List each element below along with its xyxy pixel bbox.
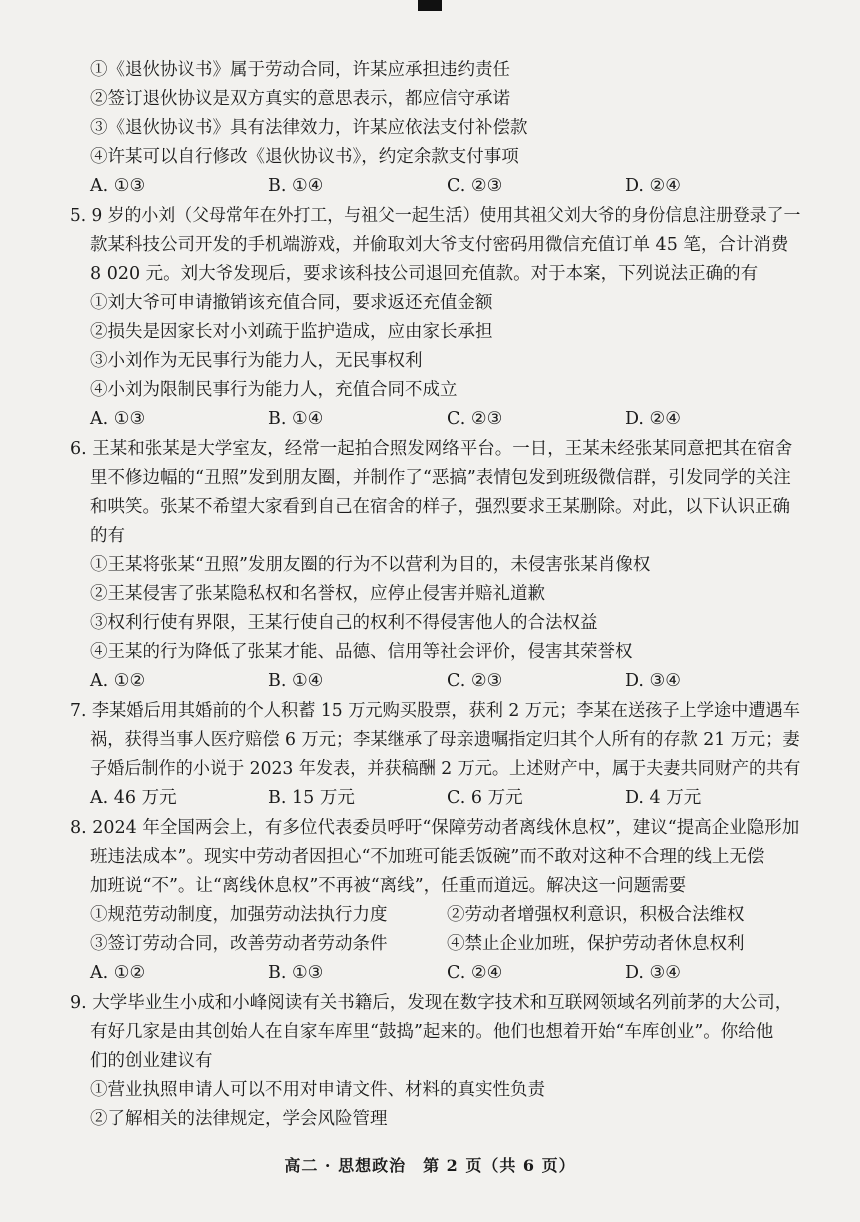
q8-option-a: A. ①② <box>90 963 146 983</box>
q7-stem-line-1: 7. 李某婚后用其婚前的个人积蓄 15 万元购买股票，获利 2 万元；李某在送孩子上学途中遭遇车 <box>70 701 800 721</box>
q9-item-2: ②了解相关的法律规定，学会风险管理 <box>90 1109 388 1129</box>
q6-item-3: ③权利行使有界限，王某行使自己的权利不得侵害他人的合法权益 <box>90 613 598 633</box>
q5-option-b: B. ①④ <box>268 409 324 429</box>
q6-item-2: ②王某侵害了张某隐私权和名誉权，应停止侵害并赔礼道歉 <box>90 584 545 604</box>
q8-item-4: ④禁止企业加班，保护劳动者休息权利 <box>447 934 745 954</box>
q8-item-3: ③签订劳动合同，改善劳动者劳动条件 <box>90 934 388 954</box>
q5-option-d: D. ②④ <box>625 409 681 429</box>
q9-stem-line-3: 们的创业建议有 <box>90 1051 213 1071</box>
q6-stem-line-1: 6. 王某和张某是大学室友，经常一起拍合照发网络平台。一日，王某未经张某同意把其在宿舍 <box>70 439 793 459</box>
q4-item-1: ①《退伙协议书》属于劳动合同，许某应承担违约责任 <box>90 60 510 80</box>
q7-option-b: B. 15 万元 <box>268 788 355 808</box>
q4-item-2: ②签订退伙协议是双方真实的意思表示，都应信守承诺 <box>90 89 510 109</box>
q5-item-4: ④小刘为限制民事行为能力人，充值合同不成立 <box>90 380 458 400</box>
q7-option-a: A. 46 万元 <box>90 788 177 808</box>
q6-option-b: B. ①④ <box>268 671 324 691</box>
q8-stem-line-1: 8. 2024 年全国两会上，有多位代表委员呼吁“保障劳动者离线休息权”，建议“提高企业隐形加 <box>70 818 800 838</box>
q8-option-b: B. ①③ <box>268 963 324 983</box>
q6-stem-line-4: 的有 <box>90 526 125 546</box>
q8-stem-line-3: 加班说“不”。让“离线休息权”不再被“离线”，任重而道远。解决这一问题需要 <box>90 876 687 896</box>
q6-option-d: D. ③④ <box>625 671 681 691</box>
q7-stem-line-3: 子婚后制作的小说于 2023 年发表，并获稿酬 2 万元。上述财产中，属于夫妻共同财产的共有 <box>90 759 801 779</box>
q5-item-2: ②损失是因家长对小刘疏于监护造成，应由家长承担 <box>90 322 493 342</box>
q4-option-d: D. ②④ <box>625 176 681 196</box>
q5-option-a: A. ①③ <box>90 409 146 429</box>
q9-item-1: ①营业执照申请人可以不用对申请文件、材料的真实性负责 <box>90 1080 545 1100</box>
page-top-mark <box>418 0 442 11</box>
q4-item-4: ④许某可以自行修改《退伙协议书》，约定余款支付事项 <box>90 147 519 167</box>
q5-item-3: ③小刘作为无民事行为能力人，无民事权利 <box>90 351 423 371</box>
page-footer: 高二 · 思想政治 第 2 页（共 6 页） <box>284 1156 576 1175</box>
q5-option-c: C. ②③ <box>447 409 503 429</box>
q6-option-c: C. ②③ <box>447 671 503 691</box>
q4-option-a: A. ①③ <box>90 176 146 196</box>
q7-option-c: C. 6 万元 <box>447 788 523 808</box>
q4-option-b: B. ①④ <box>268 176 324 196</box>
q5-stem-line-1: 5. 9 岁的小刘（父母常年在外打工，与祖父一起生活）使用其祖父刘大爷的身份信息注册登录了一 <box>70 206 801 226</box>
q4-option-c: C. ②③ <box>447 176 503 196</box>
q4-item-3: ③《退伙协议书》具有法律效力，许某应依法支付补偿款 <box>90 118 528 138</box>
q9-stem-line-2: 有好几家是由其创始人在自家车库里“鼓捣”起来的。他们也想着开始“车库创业”。你给他 <box>90 1022 774 1042</box>
q8-option-d: D. ③④ <box>625 963 681 983</box>
q6-item-4: ④王某的行为降低了张某才能、品德、信用等社会评价，侵害其荣誉权 <box>90 642 633 662</box>
q6-stem-line-3: 和哄笑。张某不希望大家看到自己在宿舍的样子，强烈要求王某删除。对此，以下认识正确 <box>90 497 790 517</box>
q7-stem-line-2: 祸，获得当事人医疗赔偿 6 万元；李某继承了母亲遗嘱指定归其个人所有的存款 21 万元；妻 <box>90 730 800 750</box>
q7-option-d: D. 4 万元 <box>625 788 702 808</box>
q6-stem-line-2: 里不修边幅的“丑照”发到朋友圈，并制作了“恶搞”表情包发到班级微信群，引发同学的关注 <box>90 468 791 488</box>
q8-stem-line-2: 班违法成本”。现实中劳动者因担心“不加班可能丢饭碗”而不敢对这种不合理的线上无偿 <box>90 847 765 867</box>
q8-item-2: ②劳动者增强权利意识，积极合法维权 <box>447 905 745 925</box>
q5-stem-line-3: 8 020 元。刘大爷发现后，要求该科技公司退回充值款。对于本案，下列说法正确的有 <box>90 264 759 284</box>
q8-item-1: ①规范劳动制度，加强劳动法执行力度 <box>90 905 388 925</box>
q5-item-1: ①刘大爷可申请撤销该充值合同，要求返还充值金额 <box>90 293 493 313</box>
q8-option-c: C. ②④ <box>447 963 503 983</box>
q6-option-a: A. ①② <box>90 671 146 691</box>
q9-stem-line-1: 9. 大学毕业生小成和小峰阅读有关书籍后，发现在数字技术和互联网领域名列前茅的大公司， <box>70 993 793 1013</box>
q6-item-1: ①王某将张某“丑照”发朋友圈的行为不以营利为目的，未侵害张某肖像权 <box>90 555 651 575</box>
q5-stem-line-2: 款某科技公司开发的手机端游戏，并偷取刘大爷支付密码用微信充值订单 45 笔，合计消费 <box>90 235 789 255</box>
